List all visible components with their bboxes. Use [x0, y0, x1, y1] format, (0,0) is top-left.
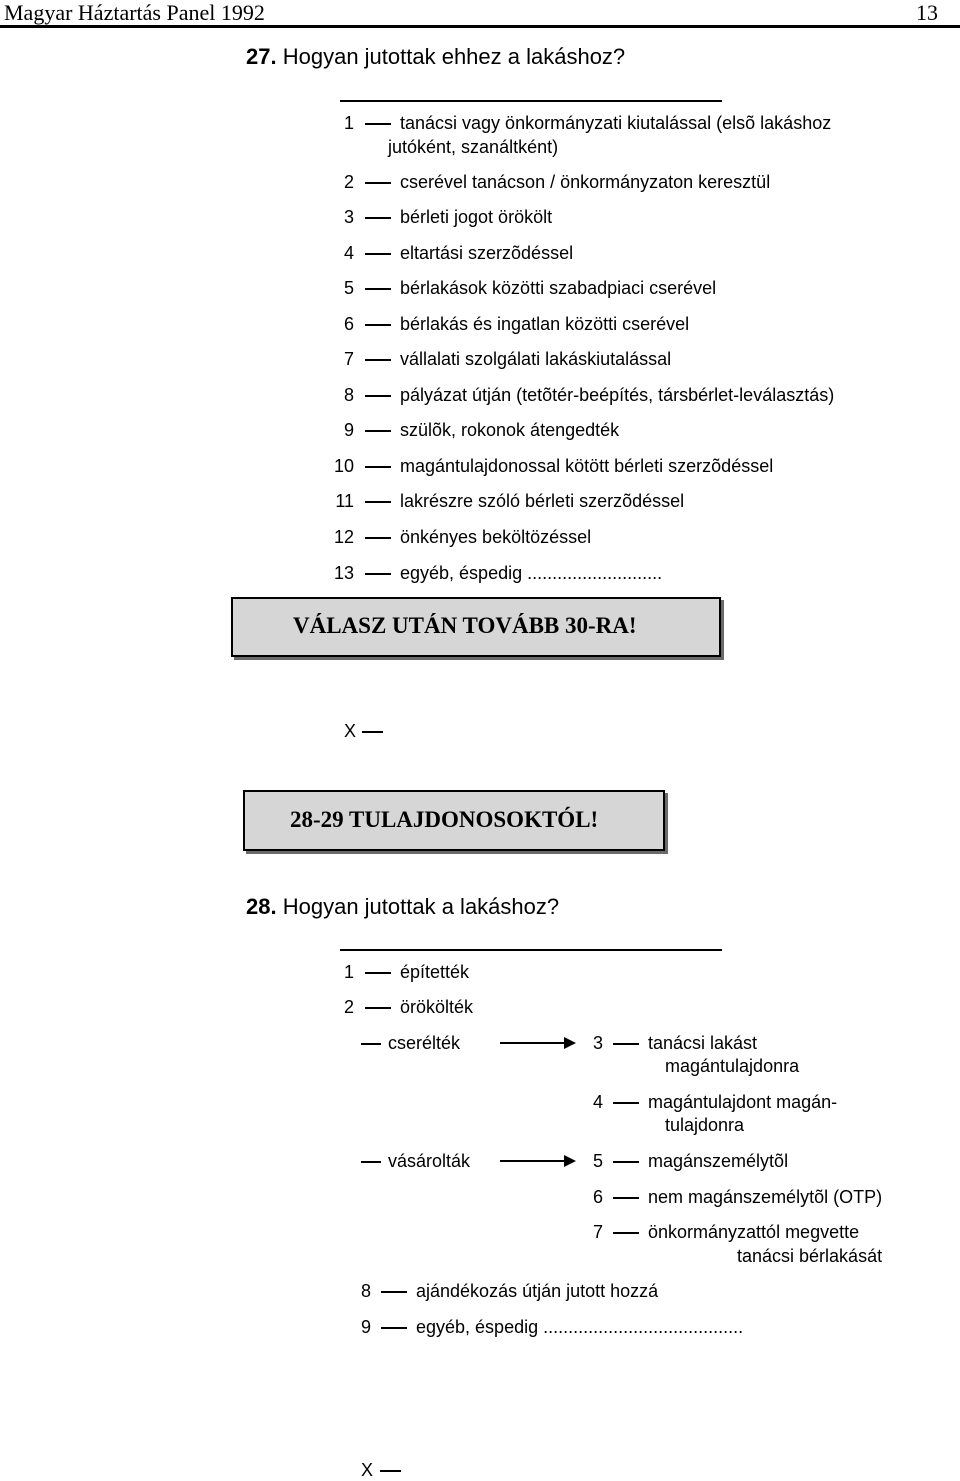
option-code: 7	[343, 349, 354, 369]
option-text: önkényes beköltözéssel	[400, 527, 592, 547]
page-number: 13	[916, 0, 938, 25]
answer-dash[interactable]	[365, 430, 391, 432]
header-title: Magyar Háztartás Panel 1992	[4, 0, 265, 25]
option-code: 1	[343, 113, 354, 133]
option-text: bérleti jogot örökölt	[400, 207, 553, 227]
answer-dash[interactable]	[365, 324, 391, 326]
answer-dash[interactable]	[365, 217, 391, 219]
answer-dash[interactable]	[381, 1291, 407, 1293]
option-code: 3	[593, 1033, 604, 1053]
option-code: 4	[593, 1092, 604, 1112]
option-text: bérlakások közötti szabadpiaci cserével	[400, 278, 717, 298]
skip-instruction-text: VÁLASZ UTÁN TOVÁBB 30-RA!	[293, 613, 637, 638]
answer-dash[interactable]	[365, 123, 391, 125]
option-text: magánszemélytõl	[648, 1151, 789, 1171]
question-28-text: Hogyan jutottak a lakáshoz?	[282, 894, 560, 919]
answer-dash[interactable]	[613, 1197, 639, 1199]
option-text-cont: tulajdonra	[665, 1115, 745, 1135]
option-code: 11	[335, 491, 354, 511]
exchanged-label: cserélték	[388, 1033, 461, 1053]
option-code: 12	[333, 527, 354, 547]
option-code: 10	[333, 456, 354, 476]
option-text: építették	[400, 962, 470, 982]
option-text: vállalati szolgálati lakáskiutalással	[400, 349, 672, 369]
answer-dash[interactable]	[365, 501, 391, 503]
answer-dash[interactable]	[365, 537, 391, 539]
x-marker: X	[344, 721, 357, 741]
x-marker-bottom: X	[361, 1460, 374, 1480]
option-text: tanácsi vagy önkormányzati kiutalással (elsõ lakáshoz	[400, 113, 832, 133]
option-text: eltartási szerzõdéssel	[400, 243, 574, 263]
question-27-text: Hogyan jutottak ehhez a lakáshoz?	[282, 44, 626, 69]
exchanged-arrow-icon	[500, 1042, 574, 1044]
x-marker-bottom-dash[interactable]	[380, 1470, 401, 1472]
question-28	[246, 894, 559, 920]
option-text-cont: magántulajdonra	[665, 1056, 800, 1076]
x-marker-dash[interactable]	[362, 731, 383, 733]
answer-dash[interactable]	[381, 1327, 407, 1329]
option-text-cont: jutóként, szanáltként)	[388, 137, 559, 157]
answer-dash[interactable]	[365, 972, 391, 974]
bought-dash[interactable]	[361, 1161, 381, 1163]
answer-dash[interactable]	[365, 573, 391, 575]
option-text: cserével tanácson / önkormányzaton keresztül	[400, 172, 771, 192]
option-code: 6	[593, 1187, 604, 1207]
option-text: nem magánszemélytõl (OTP)	[648, 1187, 883, 1207]
bought-arrow-icon	[500, 1160, 574, 1162]
option-text: magántulajdonossal kötött bérleti szerzõdéssel	[400, 456, 774, 476]
answer-dash[interactable]	[365, 395, 391, 397]
header-rule	[0, 25, 960, 28]
option-text: tanácsi lakást	[648, 1033, 758, 1053]
answer-dash[interactable]	[613, 1043, 639, 1045]
answer-dash[interactable]	[365, 182, 391, 184]
option-text: lakrészre szóló bérleti szerzõdéssel	[400, 491, 685, 511]
option-code: 2	[343, 172, 354, 192]
question-28-rule	[340, 949, 722, 951]
option-text: önkormányzattól megvette	[648, 1222, 860, 1242]
option-code: 4	[343, 243, 354, 263]
option-text: egyéb, éspedig ...........................	[400, 563, 663, 583]
option-code: 5	[343, 278, 354, 298]
option-code: 3	[343, 207, 354, 227]
option-code: 2	[343, 997, 354, 1017]
option-code: 8	[343, 385, 354, 405]
option-text: ajándékozás útján jutott hozzá	[416, 1281, 659, 1301]
option-text: magántulajdont magán-	[648, 1092, 838, 1112]
answer-dash[interactable]	[613, 1161, 639, 1163]
owners-box-text: 28-29 TULAJDONOSOKTÓL!	[290, 807, 599, 832]
skip-instruction-box	[231, 597, 721, 657]
answer-dash[interactable]	[365, 466, 391, 468]
option-text: örökölték	[400, 997, 474, 1017]
option-code: 5	[593, 1151, 604, 1171]
option-text: bérlakás és ingatlan közötti cserével	[400, 314, 690, 334]
answer-dash[interactable]	[365, 359, 391, 361]
question-27-number: 27.	[246, 44, 277, 69]
question-27-rule	[340, 100, 722, 102]
option-text: pályázat útján (tetõtér-beépítés, társbérlet-leválasztás)	[400, 385, 835, 405]
option-code: 6	[343, 314, 354, 334]
question-27	[246, 44, 625, 70]
option-code: 7	[593, 1222, 604, 1242]
option-text-cont: tanácsi bérlakását	[737, 1246, 883, 1266]
answer-dash[interactable]	[365, 288, 391, 290]
answer-dash[interactable]	[613, 1102, 639, 1104]
question-28-number: 28.	[246, 894, 277, 919]
answer-dash[interactable]	[613, 1232, 639, 1234]
option-code: 9	[343, 420, 354, 440]
option-text: egyéb, éspedig ........................................	[416, 1317, 744, 1337]
exchanged-dash[interactable]	[361, 1043, 381, 1045]
owners-box	[243, 790, 665, 851]
option-code: 13	[333, 563, 354, 583]
option-code: 9	[361, 1317, 372, 1337]
option-text: szülõk, rokonok átengedték	[400, 420, 620, 440]
option-code: 8	[361, 1281, 372, 1301]
bought-label: vásárolták	[388, 1151, 471, 1171]
answer-dash[interactable]	[365, 253, 391, 255]
answer-dash[interactable]	[365, 1007, 391, 1009]
option-code: 1	[343, 962, 354, 982]
